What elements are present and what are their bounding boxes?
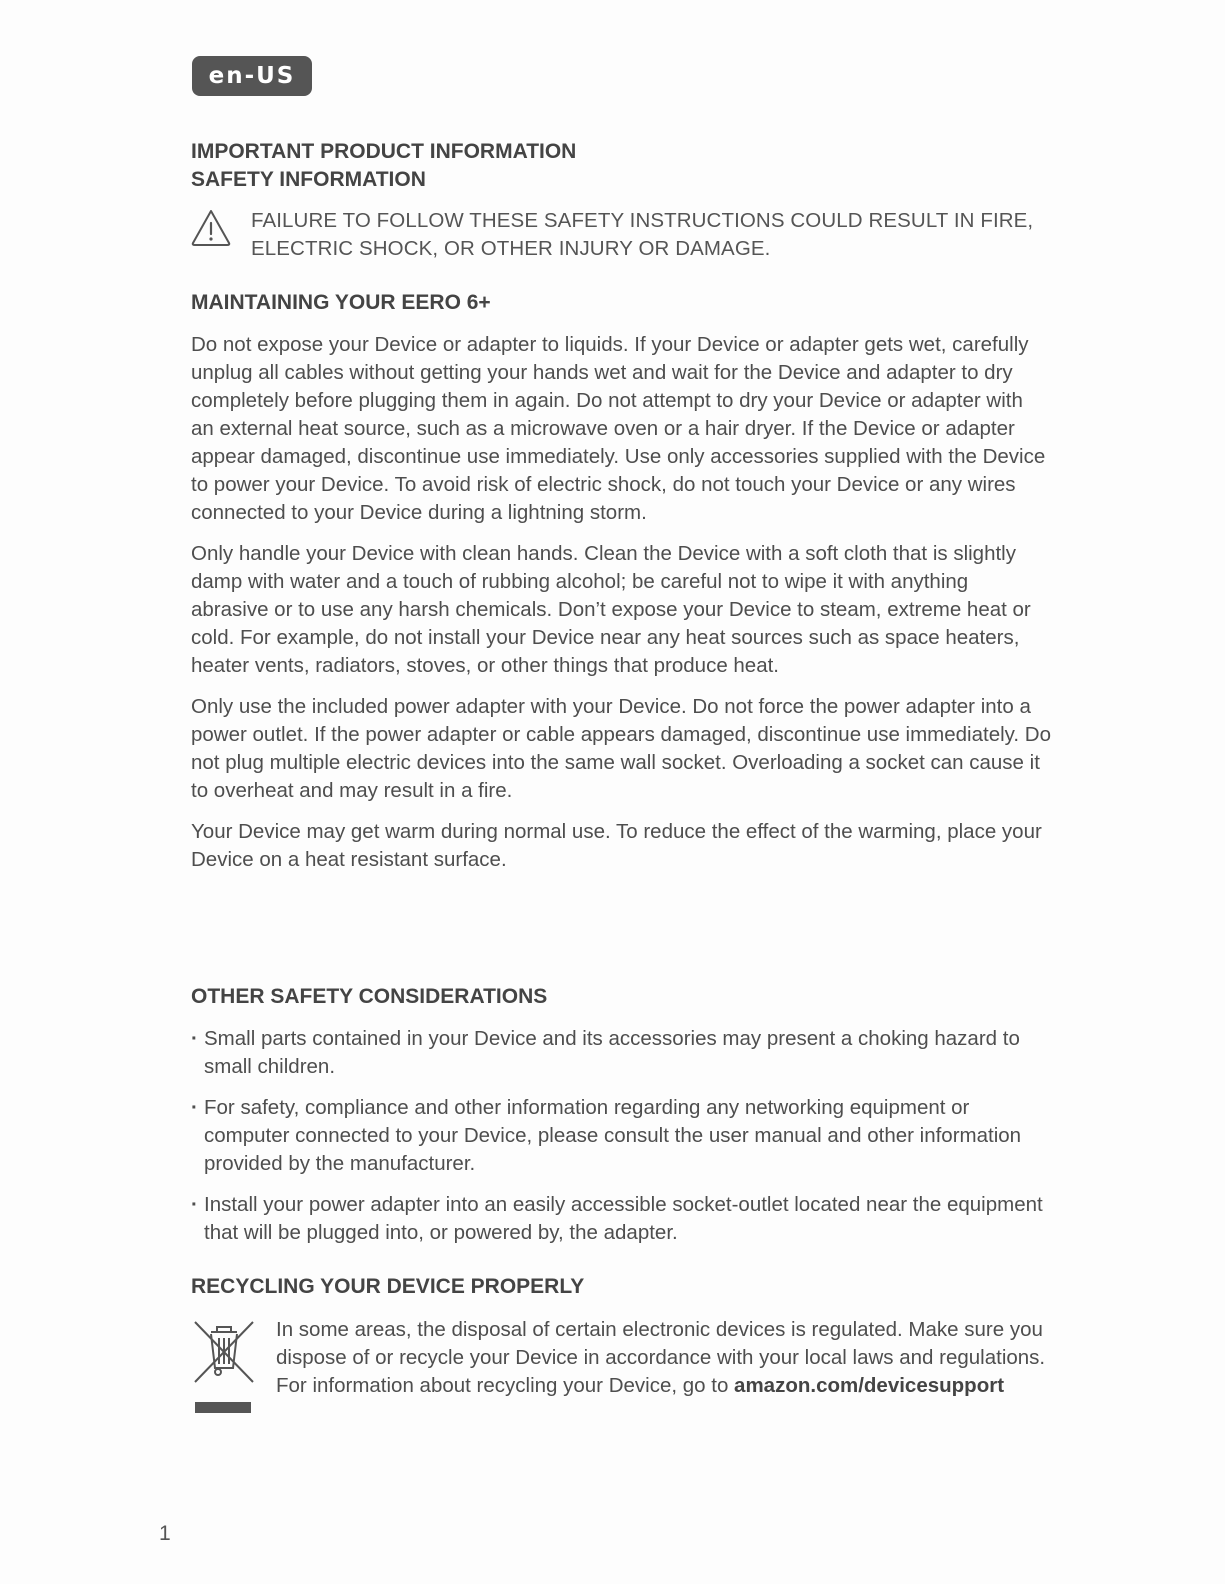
- header-block: [191, 138, 576, 194]
- warning-triangle-icon: [190, 207, 232, 249]
- maintaining-paragraph: Only use the included power adapter with your Device. Do not force the power adapter into a power outlet. If the power adapter or cable appears damaged, discontinue use immediately. Do not plug multiple electric devices into the same wall socket. Overloading a socket can cause it to overheat and may result in a fire.: [191, 695, 1051, 802]
- maintaining-paragraph: Do not expose your Device or adapter to liquids. If your Device or adapter gets wet, carefully unplug all cables without getting your hands wet and wait for the Device and adapter to dry completely before plugging them in again. Do not attempt to dry your Device or adapter with an external heat source, such as a microwave oven or a hair dryer. If the Device or adapter appear damaged, discontinue use immediately. Use only accessories supplied with the Device to power your Device. To avoid risk of electric shock, do not touch your Device or any wires connected to your Device during a lightning storm.: [191, 333, 1046, 524]
- list-item: · Install your power adapter into an easily accessible socket-outlet located near the equipment that will be plugged into, or powered by, the adapter.: [191, 1191, 1051, 1247]
- list-item: · For safety, compliance and other information regarding any networking equipment or computer connected to your Device, please consult the user manual and other information provided by the manufacturer.: [191, 1094, 1051, 1178]
- safety-heading: SAFETY INFORMATION: [191, 168, 426, 191]
- recycling-text: [276, 1316, 1051, 1421]
- recycling-heading: RECYCLING YOUR DEVICE PROPERLY: [191, 1275, 585, 1298]
- page-number: 1: [159, 1522, 171, 1545]
- language-badge: en-US: [192, 56, 312, 96]
- maintaining-heading: MAINTAINING YOUR EERO 6+: [191, 291, 491, 314]
- recycling-description: In some areas, the disposal of certain electronic devices is regulated. Make sure you dispose of or recycle your Device in accordance with your local laws and regulations. For information about recycling your Device, go to: [276, 1318, 1046, 1397]
- other-safety-heading: OTHER SAFETY CONSIDERATIONS: [191, 985, 548, 1008]
- maintaining-section: [191, 289, 1051, 887]
- other-safety-section: [191, 983, 1051, 1260]
- recycling-icon-box: [191, 1316, 257, 1421]
- safety-warning: [190, 207, 1050, 263]
- list-item: · Small parts contained in your Device and its accessories may present a choking hazard to small children.: [191, 1025, 1051, 1081]
- recycling-block: [191, 1316, 1051, 1421]
- maintaining-paragraph: Your Device may get warm during normal use. To reduce the effect of the warming, place your Device on a heat resistant surface.: [191, 820, 1042, 871]
- crossed-out-bin-icon: [191, 1316, 257, 1416]
- recycling-heading-block: [191, 1273, 1051, 1315]
- maintaining-paragraph: Only handle your Device with clean hands. Clean the Device with a soft cloth that is slightly damp with water and a touch of rubbing alcohol; be careful not to wipe it with anything abrasive or to use any harsh chemicals. Don’t expose your Device to steam, extreme heat or cold. For example, do not install your Device near any heat sources such as space heaters, heater vents, radiators, stoves, or other things that produce heat.: [191, 542, 1031, 677]
- main-heading: IMPORTANT PRODUCT INFORMATION: [191, 140, 577, 163]
- warning-text: FAILURE TO FOLLOW THESE SAFETY INSTRUCTIONS COULD RESULT IN FIRE, ELECTRIC SHOCK, OR OTHER INJURY OR DAMAGE.: [251, 209, 1034, 260]
- device-support-link[interactable]: amazon.com/devicesupport: [734, 1374, 1005, 1397]
- other-safety-list: [191, 1025, 1051, 1247]
